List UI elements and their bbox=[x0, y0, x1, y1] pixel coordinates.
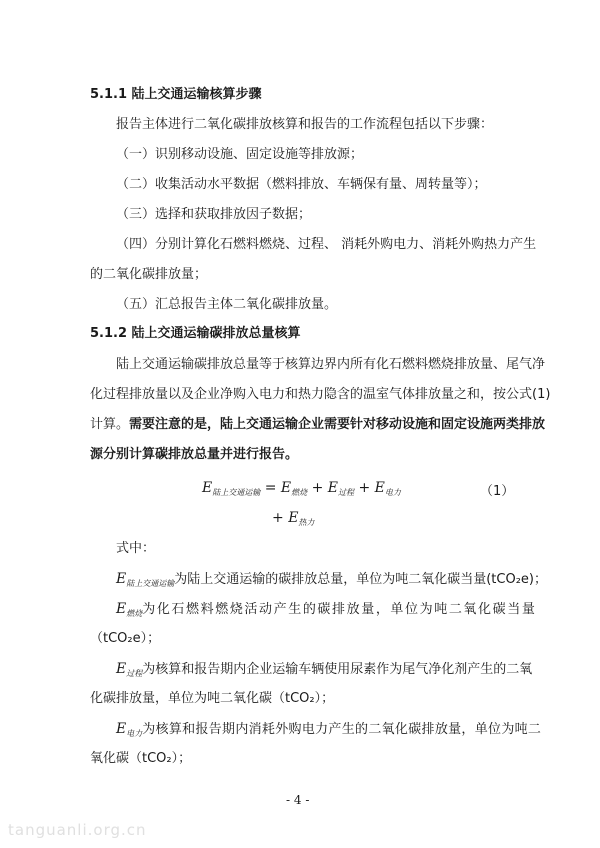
definition-text: 为核算和报告期内企业运输车辆使用尿素作为尾气净化剂产生的二氧 bbox=[142, 662, 533, 677]
step-item: （四）分别计算化石燃料燃烧、过程、 消耗外购电力、消耗外购热力产生 bbox=[116, 237, 537, 252]
section-heading-5-1-1 bbox=[90, 86, 262, 104]
formula-symbol: E bbox=[327, 480, 338, 496]
definition-fuel-cont: （tCO₂e）； bbox=[90, 631, 161, 646]
step-item-continuation: 的二氧化碳排放量； bbox=[90, 267, 208, 282]
section-title: 陆上交通运输核算步骤 bbox=[131, 87, 262, 102]
formula-operator: + bbox=[272, 510, 284, 526]
definition-power bbox=[116, 720, 541, 743]
definition-total bbox=[116, 570, 547, 593]
formula-symbol: E bbox=[116, 661, 127, 677]
definition-fuel bbox=[116, 600, 537, 623]
formula-line-1 bbox=[202, 479, 401, 502]
definition-text: 为核算和报告期内消耗外购电力产生的二氧化碳排放量，单位为吨二 bbox=[142, 722, 542, 737]
formula-symbol: E bbox=[116, 571, 127, 587]
formula-symbol: E bbox=[202, 480, 213, 496]
step-item: （一）识别移动设施、固定设施等排放源； bbox=[116, 147, 364, 162]
step-item: （五）汇总报告主体二氧化碳排放量。 bbox=[116, 297, 338, 312]
definition-text: 为陆上交通运输的碳排放总量，单位为吨二氧化碳当量(tCO₂e)； bbox=[174, 572, 547, 587]
definition-power-cont: 氧化碳（tCO₂）； bbox=[90, 751, 192, 766]
formula-operator: + bbox=[311, 480, 324, 496]
formula-subscript: 过程 bbox=[337, 488, 354, 497]
formula-line-2 bbox=[272, 509, 314, 532]
section-number: 5.1.1 bbox=[90, 87, 128, 102]
formula-subscript: 电力 bbox=[384, 488, 401, 497]
paragraph-text: 计算。 bbox=[90, 417, 130, 432]
formula-operator: + bbox=[358, 480, 371, 496]
step-item: （三）选择和获取排放因子数据； bbox=[116, 207, 312, 222]
formula-subscript: 热力 bbox=[298, 518, 315, 527]
watermark: tanguanli.org.cn bbox=[8, 821, 147, 839]
equation-number: （1） bbox=[480, 484, 515, 499]
formula-subscript: 过程 bbox=[126, 669, 143, 678]
section-number: 5.1.2 bbox=[90, 326, 128, 341]
formula-subscript: 陆上交通运输 bbox=[212, 488, 261, 497]
definition-process-cont: 化碳排放量，单位为吨二氧化碳（tCO₂）； bbox=[90, 691, 335, 706]
paragraph-intro: 报告主体进行二氧化碳排放核算和报告的工作流程包括以下步骤： bbox=[116, 117, 494, 132]
page-number: - 4 - bbox=[286, 793, 310, 807]
step-item: （二）收集活动水平数据（燃料排放、车辆保有量、周转量等）； bbox=[116, 177, 487, 192]
formula-symbol: E bbox=[374, 480, 385, 496]
formula-symbol: E bbox=[280, 480, 292, 496]
paragraph-line bbox=[90, 416, 545, 434]
emphasis-text: 需要注意的是，陆上交通运输企业需要针对移动设施和固定设施两类排放 bbox=[129, 417, 546, 432]
formula-operator: = bbox=[264, 480, 277, 496]
paragraph-line: 陆上交通运输碳排放总量等于核算边界内所有化石燃料燃烧排放量、尾气净 bbox=[116, 357, 546, 372]
formula-subscript: 电力 bbox=[126, 729, 143, 738]
formula-symbol: E bbox=[116, 601, 127, 617]
formula-subscript: 陆上交通运输 bbox=[126, 579, 175, 588]
section-heading-5-1-2 bbox=[90, 325, 301, 343]
formula-symbol: E bbox=[116, 721, 127, 737]
where-label: 式中： bbox=[116, 541, 156, 556]
formula-subscript: 燃烧 bbox=[126, 609, 143, 618]
definition-text: 为化石燃料燃烧活动产生的碳排放量，单位为吨二氧化碳当量 bbox=[142, 602, 537, 617]
emphasis-text: 源分别计算碳排放总量并进行报告。 bbox=[90, 447, 299, 462]
definition-process bbox=[116, 660, 532, 683]
formula-symbol: E bbox=[288, 510, 299, 526]
formula-subscript: 燃烧 bbox=[291, 488, 308, 497]
paragraph-line: 化过程排放量以及企业净购入电力和热力隐含的温室气体排放量之和，按公式(1) bbox=[90, 387, 551, 402]
section-title: 陆上交通运输碳排放总量核算 bbox=[131, 326, 301, 341]
